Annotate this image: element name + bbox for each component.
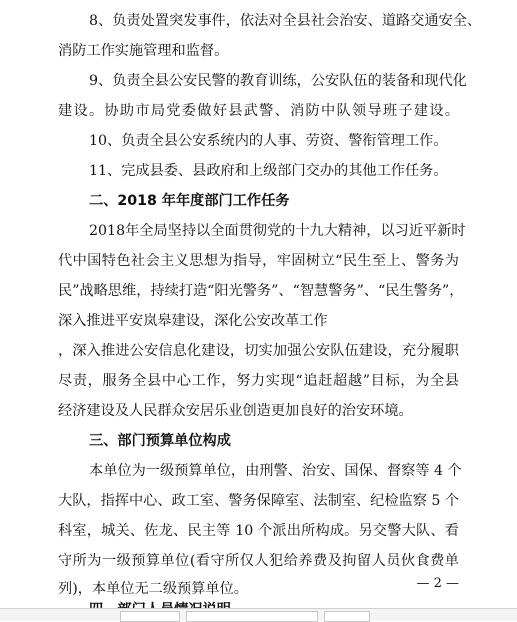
- text-line: 民”战略思维，持续打造“阳光警务”、“智慧警务”、“民生警务”，: [58, 283, 464, 299]
- text-line: 代中国特色社会主义思想为指导，牢固树立“民生至上、警务为: [58, 253, 459, 269]
- text-line: 大队，指挥中心、政工室、警务保障室、法制室、纪检监察 5 个: [58, 493, 460, 509]
- text-line: 消防工作实施管理和监督。: [58, 43, 229, 59]
- text-line: 9、负责全县公安民警的教育训练，公安队伍的装备和现代化: [89, 73, 467, 89]
- text-line: 深入推进平安岚皋建设，深化公安改革工作: [58, 313, 328, 329]
- text-line: 列)，本单位无二级预算单位。: [58, 581, 248, 597]
- toolbar-field[interactable]: [120, 611, 180, 622]
- text-line: 尽责，服务全县中心工作，努力实现“追赶超越”目标，为全县: [58, 373, 459, 389]
- text-line: 本单位为一级预算单位，由刑警、治安、国保、督察等 4 个: [89, 463, 462, 479]
- text-line: 科室，城关、佐龙、民主等 10 个派出所构成。另交警大队、看: [58, 523, 459, 539]
- toolbar-field[interactable]: [324, 611, 370, 622]
- text-line: 10、负责全县公安系统内的人事、劳资、警衔管理工作。: [89, 133, 448, 149]
- text-line: 经济建设及人民群众安居乐业创造更加良好的治安环境。: [58, 403, 413, 419]
- bottom-toolbar: [0, 608, 517, 621]
- text-line: 建设。协助市局党委做好县武警、消防中队领导班子建设。: [58, 103, 459, 119]
- text-line: ，深入推进公安信息化建设，切实加强公安队伍建设，充分履职: [58, 343, 459, 359]
- text-line: 8、负责处置突发事件，依法对全县社会治安、道路交通安全、: [89, 13, 482, 29]
- text-line: 2018年全局坚持以全面贯彻党的十九大精神，以习近平新时: [89, 223, 466, 239]
- section-heading: 二、2018 年年度部门工作任务: [89, 193, 290, 209]
- toolbar-field[interactable]: [186, 611, 318, 622]
- page-number: — 2 —: [416, 576, 459, 591]
- section-heading: 三、部门预算单位构成: [89, 433, 231, 449]
- text-line: 守所为一级预算单位(看守所仅人犯给养费及拘留人员伙食费单: [58, 553, 459, 569]
- text-line: 11、完成县委、县政府和上级部门交办的其他工作任务。: [89, 163, 448, 179]
